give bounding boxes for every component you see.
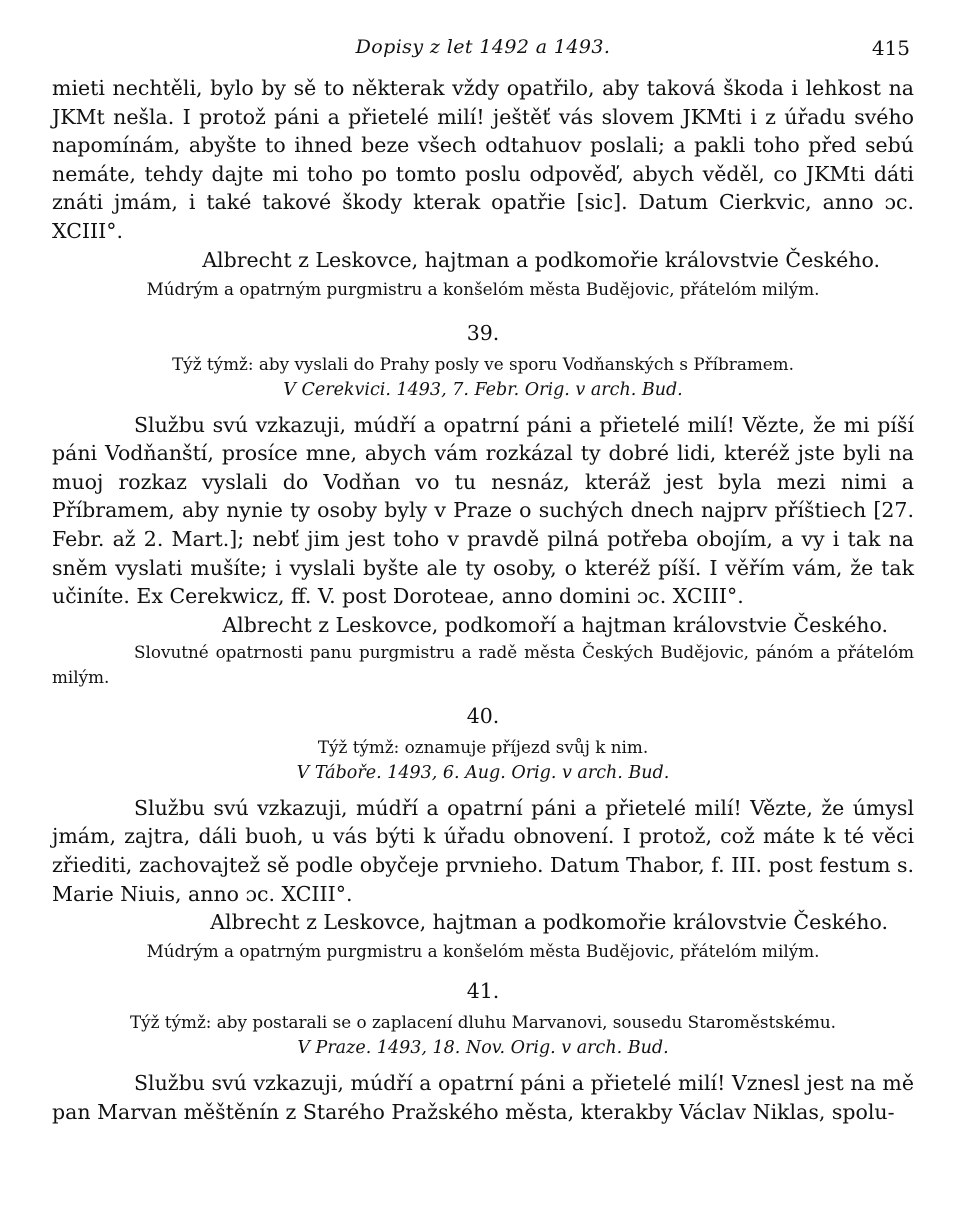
page-number: 415 (871, 36, 910, 60)
letter-39-signature: Albrecht z Leskovce, podkomoří a hajtman královstvie Českého. (222, 612, 888, 637)
letter-39-source: V Cerekvici. 1493, 7. Febr. Orig. v arch. Bud. (283, 379, 683, 400)
letter-39-address: Slovutné opatrnosti panu purgmistru a radě města Českých Budějovic, pánóm a přátelóm milým. (52, 641, 914, 687)
intro-address: Múdrým a opatrným purgmistru a konšelóm města Budějovic, přátelóm milým. (146, 278, 820, 299)
letter-39-summary: Týž týmž: aby vyslali do Prahy posly ve sporu Vodňanských s Příbramem. (172, 353, 794, 374)
letter-40-signature: Albrecht z Leskovce, hajtman a podkomořie královstvie Českého. (210, 910, 888, 935)
letter-39-number: 39. (466, 320, 500, 345)
letter-39-body: Službu svú vzkazuji, múdří a opatrní páni a přietelé milí! Vězte, že mi píší páni Vodňanští, prosíce mne, abych vám rozkázal ty dobré lidi, kteréž jste byli na muoj rozkaz vyslali do Vodňan vo tu nesnáz, kteráž jest byla mezi nimi a Příbramem, aby nynie ty osoby byly v Praze o suchých dnech najprv příštiech [27. Febr. až 2. Mart.]; nebť jim jest toho v pravdě pilná potřeba obojím, a vy i tak na sněm vyslati mušíte; i vyslali byšte ale ty osoby, o kteréž píší. I věřím vám, že tak učiníte. Ex Cerekwicz, ff. V. post Doroteae, anno domini ɔc. XCIII°. (52, 412, 914, 609)
letter-40-number: 40. (466, 703, 500, 728)
letter-40-summary: Týž týmž: oznamuje příjezd svůj k nim. (317, 736, 649, 757)
letter-40-source: V Táboře. 1493, 6. Aug. Orig. v arch. Bud. (296, 762, 670, 783)
letter-40-address: Múdrým a opatrným purgmistru a konšelóm města Budějovic, přátelóm milým. (146, 941, 820, 962)
letter-41-body: Službu svú vzkazuji, múdří a opatrní páni a přietelé milí! Vznesl jest na mě pan Marvan měštěnín z Starého Pražského města, kterakby Václav Niklas, spolu- (52, 1071, 914, 1124)
letter-41-summary: Týž týmž: aby postarali se o zaplacení dluhu Marvanovi, sousedu Staroměstskému. (129, 1012, 837, 1033)
page-header (52, 30, 914, 70)
running-title: Dopisy z let 1492 a 1493. (355, 36, 611, 58)
letter-41-source: V Praze. 1493, 18. Nov. Orig. v arch. Bud. (297, 1038, 669, 1059)
intro-signature: Albrecht z Leskovce, hajtman a podkomořie královstvie Českého. (202, 247, 880, 272)
intro-paragraph: mieti nechtěli, bylo by sě to některak vždy opatřilo, aby taková škoda i lehkost na JKMt nešla. I protož páni a přietelé milí! ještěť vás slovem JKMti i z úřadu svého napomínám, abyšte to ihned beze všech odtahuov poslali; a pakli toho před sebú nemáte, tehdy dajte mi toho po tomto poslu odpověď, abych věděl, co JKMti dáti znáti jmám, i také takové škody kterak opatřie [sic]. Datum Cierkvic, anno ɔc. XCIII°. (52, 76, 914, 243)
letter-40-body: Službu svú vzkazuji, múdří a opatrní páni a přietelé milí! Vězte, že úmysl jmám, zajtra, dáli buoh, u vás býti k úřadu obnovení. I protož, což máte k té věci zřiediti, zachovajtež sě podle obyčeje prvnieho. Datum Thabor, f. III. post festum s. Marie Niuis, anno ɔc. XCIII°. (52, 795, 914, 906)
document-page (52, 30, 914, 1126)
letter-41-number: 41. (466, 979, 500, 1004)
